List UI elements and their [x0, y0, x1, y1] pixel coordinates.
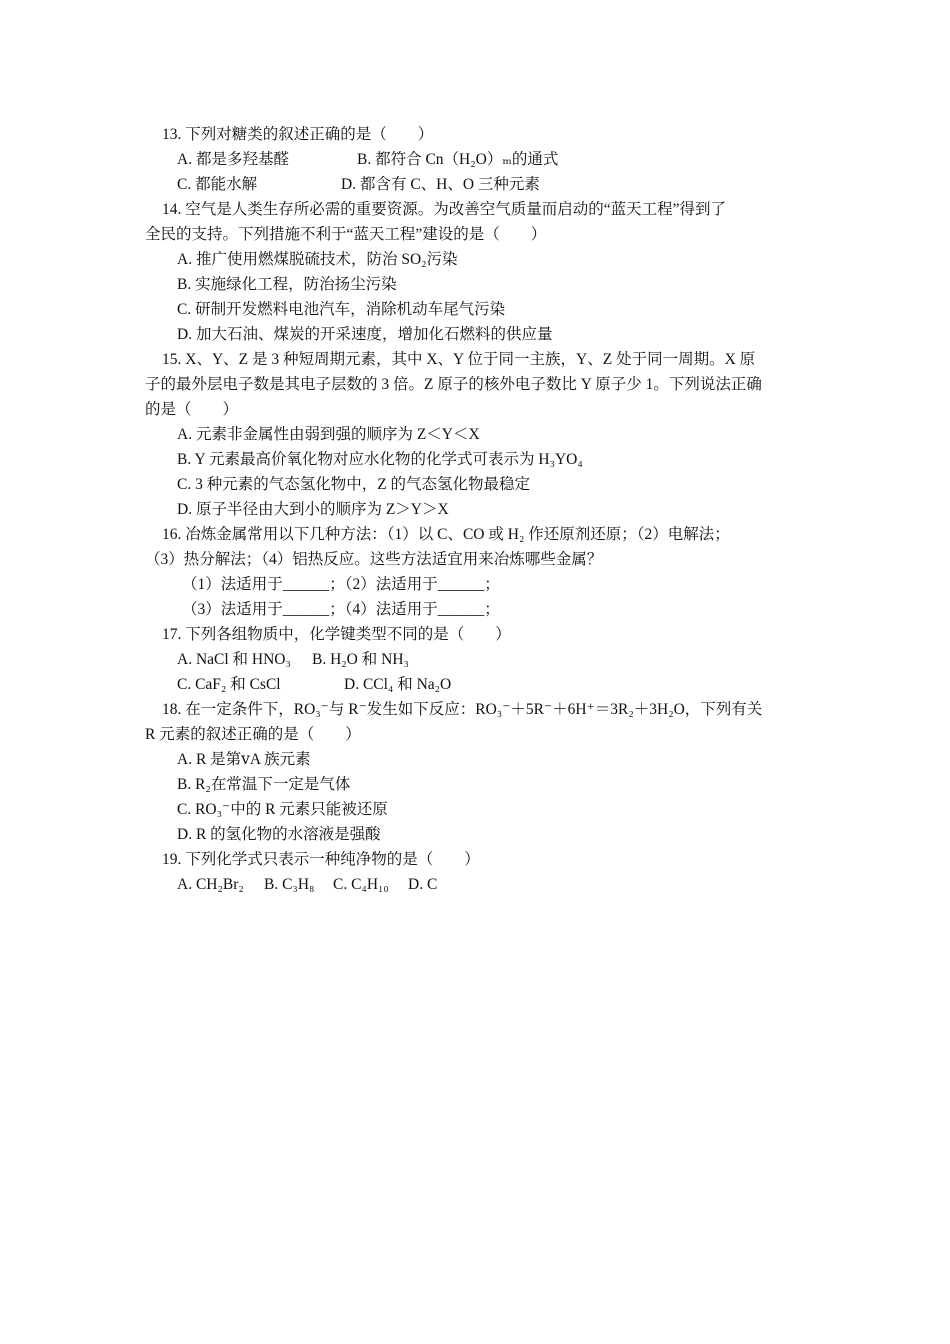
q14-option-b: B. 实施绿化工程，防治扬尘污染 [177, 276, 397, 293]
q16-blank-line1: （1）法适用于______；（2）法适用于______； [182, 576, 500, 593]
q19-option-c: C. C₄H₁₀ [333, 876, 389, 893]
q17-stem: 17. 下列各组物质中，化学键类型不同的是（ ） [162, 626, 511, 643]
q18-stem-line2: R 元素的叙述正确的是（ ） [145, 726, 361, 743]
q18-option-a: A. R 是第ⅴA 族元素 [177, 751, 311, 768]
q16-blank-line2: （3）法适用于______；（4）法适用于______； [182, 601, 500, 618]
q16-stem-line2: （3）热分解法；（4）铝热反应。这些方法适宜用来冶炼哪些金属？ [145, 551, 603, 568]
q15-option-b: B. Y 元素最高价氧化物对应水化物的化学式可表示为 H₃YO₄ [177, 451, 583, 468]
q14-option-a: A. 推广使用燃煤脱硫技术，防治 SO₂污染 [177, 251, 458, 268]
q18-option-b: B. R₂在常温下一定是气体 [177, 776, 351, 793]
q15-option-a: A. 元素非金属性由弱到强的顺序为 Z＜Y＜X [177, 426, 480, 443]
q15-option-c: C. 3 种元素的气态氢化物中，Z 的气态氢化物最稳定 [177, 476, 531, 493]
q14-stem-line2: 全民的支持。下列措施不利于“蓝天工程”建设的是（ ） [145, 226, 547, 243]
q19-option-d: D. C [408, 876, 438, 893]
q18-option-d: D. R 的氢化物的水溶液是强酸 [177, 826, 381, 843]
q13-option-c: C. 都能水解 [177, 176, 258, 193]
q15-stem-line1: 15. X、Y、Z 是 3 种短周期元素，其中 X、Y 位于同一主族，Y、Z 处于同一周期。X 原 [162, 351, 756, 368]
q14-option-c: C. 研制开发燃料电池汽车，消除机动车尾气污染 [177, 301, 506, 318]
q19-stem: 19. 下列化学式只表示一种纯净物的是（ ） [162, 851, 480, 868]
q13-stem: 13. 下列对糖类的叙述正确的是（ ） [162, 126, 434, 143]
q17-option-a: A. NaCl 和 HNO₃ [177, 651, 291, 668]
q18-stem-line1: 18. 在一定条件下，RO₃⁻与 R⁻发生如下反应：RO₃⁻＋5R⁻＋6H⁺＝3R₂＋3H₂O，下列有关 [162, 701, 763, 718]
q15-option-d: D. 原子半径由大到小的顺序为 Z＞Y＞X [177, 501, 449, 518]
q13-option-a: A. 都是多羟基醛 [177, 151, 289, 168]
q15-stem-line3: 的是（ ） [145, 401, 239, 418]
q14-option-d: D. 加大石油、煤炭的开采速度，增加化石燃料的供应量 [177, 326, 553, 343]
q15-stem-line2: 子的最外层电子数是其电子层数的 3 倍。Z 原子的核外电子数比 Y 原子少 1。下列说法正确 [145, 376, 762, 393]
q18-option-c: C. RO₃⁻中的 R 元素只能被还原 [177, 801, 388, 818]
q13-option-d: D. 都含有 C、H、O 三种元素 [341, 176, 540, 193]
q17-option-b: B. H₂O 和 NH₃ [312, 651, 409, 668]
q17-option-c: C. CaF₂ 和 CsCl [177, 676, 281, 693]
q13-option-b: B. 都符合 Cn（H₂O）ₘ的通式 [357, 151, 559, 168]
q16-stem-line1: 16. 冶炼金属常用以下几种方法：（1）以 C、CO 或 H₂ 作还原剂还原；（2）电解法； [162, 526, 730, 543]
q19-option-a: A. CH₂Br₂ [177, 876, 244, 893]
q19-option-b: B. C₃H₈ [264, 876, 315, 893]
q17-option-d: D. CCl₄ 和 Na₂O [344, 676, 452, 693]
q14-stem-line1: 14. 空气是人类生存所必需的重要资源。为改善空气质量而启动的“蓝天工程”得到了 [162, 201, 727, 218]
